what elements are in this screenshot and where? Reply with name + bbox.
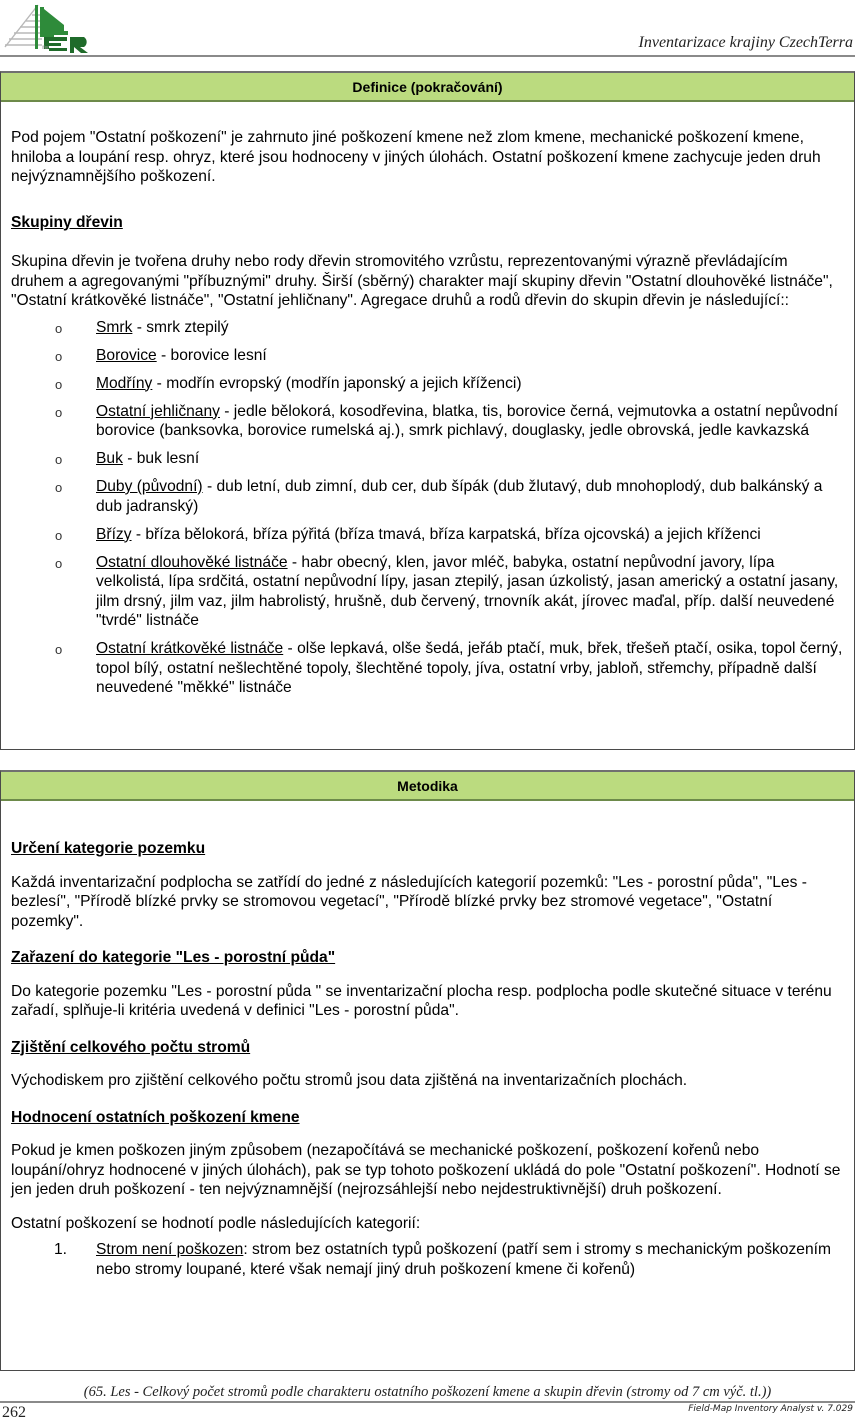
definice-panel bbox=[0, 71, 855, 750]
metodika-panel bbox=[0, 770, 855, 1371]
software-version: Field-Map Inventory Analyst v. 7.029 bbox=[688, 1404, 853, 1414]
header-divider bbox=[0, 55, 855, 57]
damage-categories-list bbox=[11, 1240, 844, 1279]
bullet-circle-icon: o bbox=[55, 404, 63, 420]
group-name: Duby (původní) bbox=[96, 478, 203, 495]
group-desc: - buk lesní bbox=[122, 450, 200, 467]
ifer-logo-icon bbox=[4, 3, 96, 53]
category-name: Strom není poškozen bbox=[96, 1241, 244, 1258]
bullet-circle-icon: o bbox=[55, 348, 63, 364]
group-desc: - habr obecný, klen, javor mléč, babyka, ostatní nepůvodní javory, lípa velkolistá, lípa srdčitá, ostatní nepůvodní lípy, jasan ztepilý, jasan úzkolistý, jasan americký a ostatní jasany, jilm drsný, jilm vaz, jilm habrolistý, hrušně, dub červený, trnovník akát, jírovec maďal, příp. další neuvedené "tvrdé" listnáče bbox=[96, 553, 839, 629]
list-item bbox=[11, 1240, 844, 1279]
group-desc: - jedle bělokorá, kosodřevina, blatka, tis, borovice černá, vejmutovka a ostatní nepůvodní borovice (banksovka, borovice rumelská aj.), smrk pichlavý, douglasky, jedle obrovská, jedle kavkazská bbox=[96, 402, 838, 439]
page-number: 262 bbox=[2, 1404, 26, 1421]
list-item bbox=[11, 525, 844, 545]
section-text: Do kategorie pozemku "Les - porostní půda " se inventarizační plocha resp. podplocha podle skutečné situace v terénu zařadí, splňuje-li kritéria uvedená v definici "Les - porostní půda". bbox=[11, 982, 832, 1019]
section-heading: Zjištění celkového počtu stromů bbox=[11, 1038, 251, 1056]
bullet-circle-icon: o bbox=[55, 376, 63, 392]
metodika-panel-body bbox=[1, 839, 854, 1279]
categories-intro: Ostatní poškození se hodnotí podle následujících kategorií: bbox=[11, 1214, 421, 1232]
skupiny-drevin-intro: Skupina dřevin je tvořena druhy nebo rody dřevin stromovitého vzrůstu, reprezentovanými výrazně převládajícím druhem a agregovanými "příbuznými" druhy. Širší (sběrný) charakter mají skupiny dřevin "Ostatní dlouhověké listnáče", "Ostatní krátkověké listnáče", "Ostatní jehličnany". Agregace druhů a rodů dřevin do skupin dřevin je následující:: bbox=[11, 253, 833, 309]
list-item bbox=[11, 402, 844, 441]
list-item bbox=[11, 374, 844, 394]
group-name: Modříny bbox=[96, 374, 153, 392]
definice-panel-heading: Definice (pokračování) bbox=[1, 73, 854, 102]
group-desc: - bříza bělokorá, bříza pýřitá (bříza tmavá, bříza karpatská, bříza ojcovská) a jejich kříženci bbox=[131, 525, 761, 543]
group-desc: - borovice lesní bbox=[156, 346, 267, 364]
category-desc: : strom bez ostatních typů poškození (patří sem i stromy s mechanickým poškozením nebo stromy loupané, které však nemají jiný druh poškození kmene či kořenů) bbox=[96, 1241, 831, 1278]
bullet-circle-icon: o bbox=[55, 527, 63, 543]
section-text: Každá inventarizační podplocha se zatřídí do jedné z následujících kategorií pozemků: "Les - porostní půda", "Les - bezlesí", "Přírodě blízké prvky se stromovou vegetací", "Přírodě blízké prvky bez stromové vegetace", "Ostatní pozemky". bbox=[11, 873, 807, 930]
list-item bbox=[11, 477, 844, 516]
metodika-panel-heading: Metodika bbox=[1, 772, 854, 801]
page-header bbox=[0, 0, 855, 57]
section-text: Pokud je kmen poškozen jiným způsobem (nezapočítává se mechanické poškození, poškození kořenů nebo loupání/ohryz hodnocené v jiných úlohách), pak se typ tohoto poškození ukládá do pole "Ostatní poškození". Hodnotí se jen jeden druh poškození - ten nejvýznamnější (nejrozsáhlejší nebo nejdestruktivnější) druh poškození. bbox=[11, 1142, 841, 1198]
table-caption: (65. Les - Celkový počet stromů podle charakteru ostatního poškození kmene a skupin dřevin (stromy od 7 cm výč. tl.)) bbox=[83, 1384, 772, 1400]
skupiny-drevin-heading: Skupiny dřevin bbox=[11, 213, 123, 231]
definice-panel-body bbox=[1, 128, 854, 698]
group-name: Borovice bbox=[96, 346, 157, 364]
group-desc: - dub letní, dub zimní, dub cer, dub šípák (dub žlutavý, dub mnohoplodý, dub balkánský a dub jadranský) bbox=[96, 478, 823, 515]
group-name: Ostatní dlouhověké listnáče bbox=[96, 553, 288, 571]
section-heading: Určení kategorie pozemku bbox=[11, 840, 206, 857]
footer-divider bbox=[0, 1401, 855, 1403]
group-name: Smrk bbox=[96, 318, 133, 336]
svg-text:ifer: ifer bbox=[42, 45, 49, 51]
group-name: Ostatní jehličnany bbox=[96, 402, 220, 420]
ifer-logo bbox=[4, 3, 96, 53]
group-name: Ostatní krátkověké listnáče bbox=[96, 640, 284, 657]
list-item bbox=[11, 449, 844, 469]
bullet-circle-icon: o bbox=[55, 452, 63, 467]
group-desc: - smrk ztepilý bbox=[132, 318, 229, 336]
group-name: Břízy bbox=[96, 525, 132, 543]
bullet-circle-icon: o bbox=[55, 320, 63, 336]
list-item bbox=[11, 318, 844, 338]
definice-intro: Pod pojem "Ostatní poškození" je zahrnuto jiné poškození kmene než zlom kmene, mechanické poškození kmene, hniloba a loupání resp. ohryz, které jsou hodnoceny v jiných úlohách. Ostatní poškození kmene zachycuje jeden druh nejvýznamnějšího poškození. bbox=[11, 129, 821, 185]
list-item bbox=[11, 639, 844, 698]
document-title: Inventarizace krajiny CzechTerra bbox=[638, 34, 853, 51]
list-item bbox=[11, 346, 844, 366]
group-name: Buk bbox=[96, 450, 123, 467]
section-text: Východiskem pro zjištění celkového počtu stromů jsou data zjištěná na inventarizačních plochách. bbox=[11, 1072, 688, 1089]
bullet-circle-icon: o bbox=[55, 642, 63, 657]
section-heading: Zařazení do kategorie "Les - porostní půda" bbox=[11, 949, 336, 966]
group-desc: - olše lepkavá, olše šedá, jeřáb ptačí, muk, břek, třešeň ptačí, osika, topol černý, topol bílý, ostatní nešlechtěné topoly, šlechtěné topoly, jíva, ostatní vrby, jabloň, střemchy, případně další neuvedené "měkké" listnáče bbox=[96, 640, 843, 696]
bullet-circle-icon: o bbox=[55, 480, 63, 495]
list-item bbox=[11, 553, 844, 631]
list-number: 1. bbox=[54, 1241, 68, 1258]
group-desc: - modřín evropský (modřín japonský a jejich kříženci) bbox=[152, 374, 522, 392]
tree-groups-list bbox=[11, 318, 844, 698]
section-heading: Hodnocení ostatních poškození kmene bbox=[11, 1108, 300, 1126]
bullet-circle-icon: o bbox=[55, 555, 63, 571]
